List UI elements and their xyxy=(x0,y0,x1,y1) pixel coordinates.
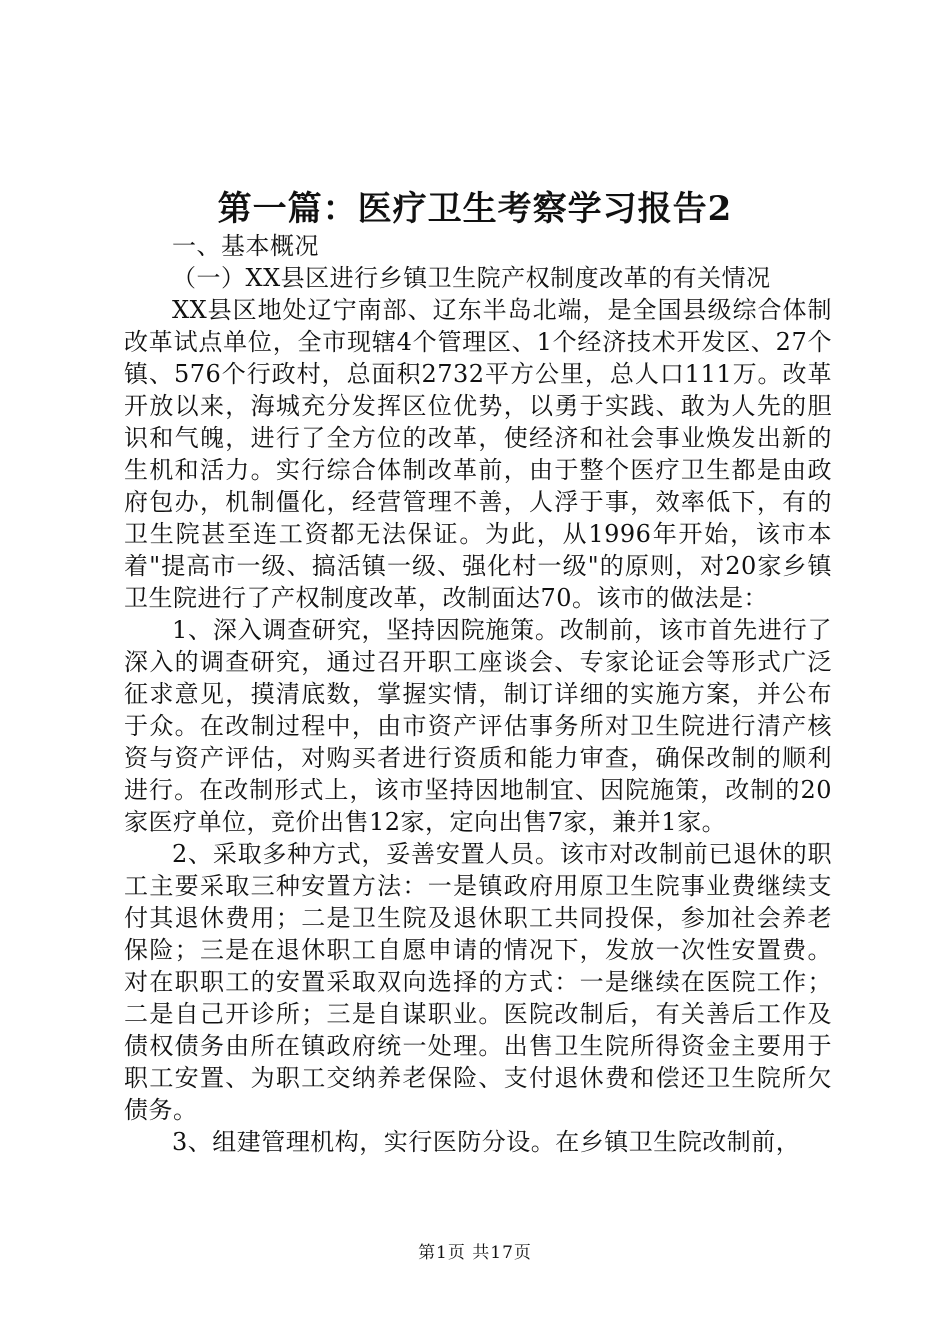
paragraph-point-3: 3、组建管理机构，实行医防分设。在乡镇卫生院改制前， xyxy=(172,1128,801,1156)
page-footer: 第1页 共17页 xyxy=(418,1243,532,1263)
paragraph-point-1: 1、深入调查研究，坚持因院施策。改制前，该市首先进行了深入的调查研究，通过召开职工座谈会、专家论证会等形式广泛征求意见，摸清底数，掌握实情，制订详细的实施方案，并公布于众。在改制过程中，由市资产评估事务所对卫生院进行清产核资与资产评估，对购买者进行资质和能力审查，确保改制的顺利进行。在改制形式上，该市坚持因地制宜、因院施策，改制的20家医疗单位，竞价出售12家，定向出售7家，兼并1家。 xyxy=(124,616,832,836)
document-title: 第一篇：医疗卫生考察学习报告2 xyxy=(217,189,733,229)
document-body xyxy=(124,230,832,1158)
section-heading: 一、基本概况 xyxy=(172,232,319,260)
paragraph-overview: XX县区地处辽宁南部、辽东半岛北端，是全国县级综合体制改革试点单位，全市现辖4个管理区、1个经济技术开发区、27个镇、576个行政村，总面积2732平方公里，总人口111万。改革开放以来，海城充分发挥区位优势，以勇于实践、敢为人先的胆识和气魄，进行了全方位的改革，使经济和社会事业焕发出新的生机和活力。实行综合体制改革前，由于整个医疗卫生都是由政府包办，机制僵化，经营管理不善，人浮于事，效率低下，有的卫生院甚至连工资都无法保证。为此，从1996年开始，该市本着"提高市一级、搞活镇一级、强化村一级"的原则，对20家乡镇卫生院进行了产权制度改革，改制面达70。该市的做法是： xyxy=(124,296,832,612)
subsection-heading: （一）XX县区进行乡镇卫生院产权制度改革的有关情况 xyxy=(172,264,771,292)
paragraph-point-2: 2、采取多种方式，妥善安置人员。该市对改制前已退休的职工主要采取三种安置方法：一是镇政府用原卫生院事业费继续支付其退休费用；二是卫生院及退休职工共同投保，参加社会养老保险；三是在退休职工自愿申请的情况下，发放一次性安置费。对在职职工的安置采取双向选择的方式：一是继续在医院工作；二是自己开诊所；三是自谋职业。医院改制后，有关善后工作及债权债务由所在镇政府统一处理。出售卫生院所得资金主要用于职工安置、为职工交纳养老保险、支付退休费和偿还卫生院所欠债务。 xyxy=(124,840,832,1124)
